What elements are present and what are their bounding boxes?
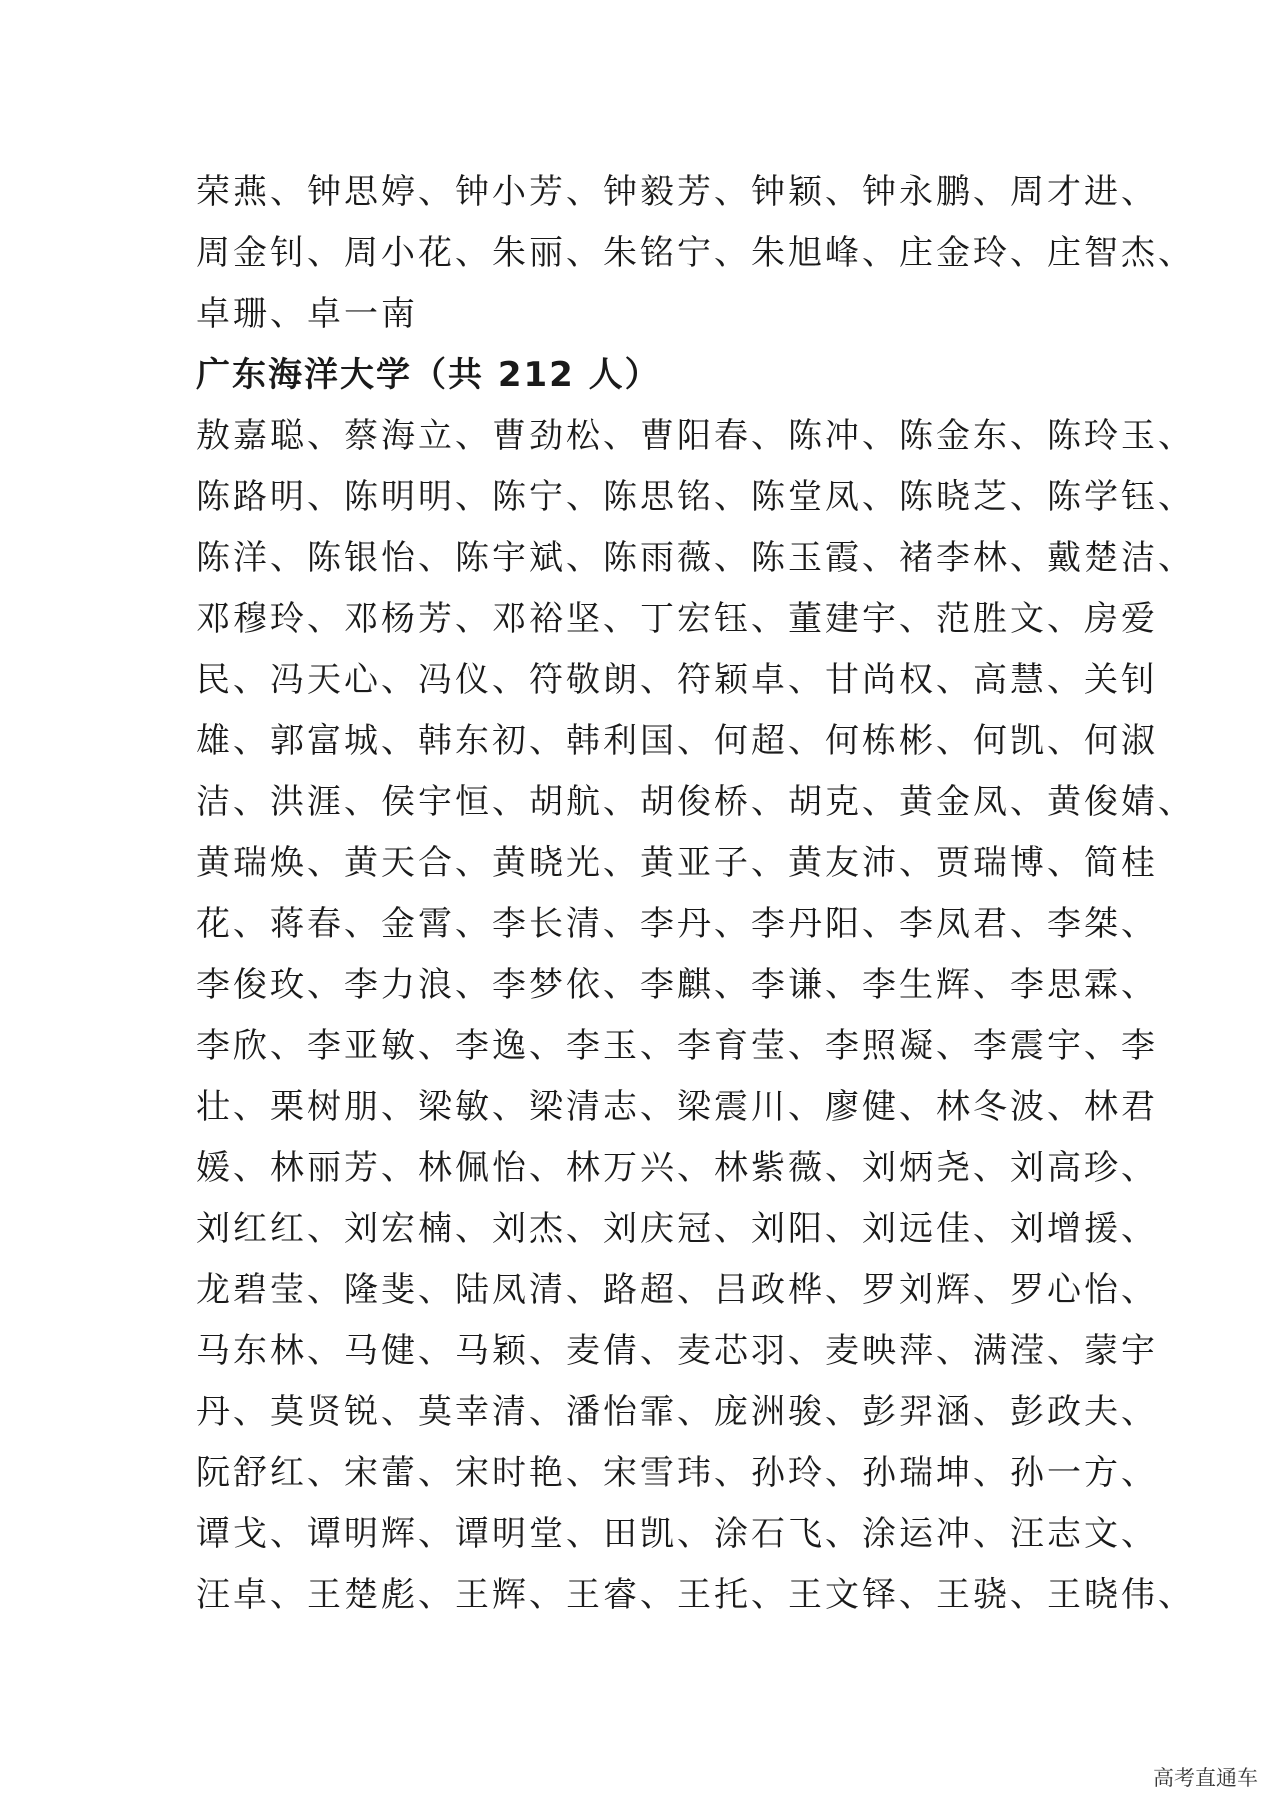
document-body	[196, 162, 1195, 1626]
text-line: 民、冯天心、冯仪、符敬朗、符颖卓、甘尚权、高慧、关钊	[196, 660, 1158, 700]
text-line: 李欣、李亚敏、李逸、李玉、李育莹、李照凝、李震宇、李	[196, 1026, 1158, 1066]
text-line: 荣燕、钟思婷、钟小芳、钟毅芳、钟颖、钟永鹏、周才进、	[196, 172, 1158, 212]
text-line: 阮舒红、宋蕾、宋时艳、宋雪玮、孙玲、孙瑞坤、孙一方、	[196, 1453, 1158, 1493]
text-line: 丹、莫贤锐、莫幸清、潘怡霏、庞洲骏、彭羿涵、彭政夫、	[196, 1392, 1158, 1432]
text-line: 卓珊、卓一南	[196, 294, 418, 334]
text-line: 陈路明、陈明明、陈宁、陈思铭、陈堂凤、陈晓芝、陈学钰、	[196, 477, 1195, 517]
text-line: 媛、林丽芳、林佩怡、林万兴、林紫薇、刘炳尧、刘高珍、	[196, 1148, 1158, 1188]
text-line: 陈洋、陈银怡、陈宇斌、陈雨薇、陈玉霞、褚李林、戴楚洁、	[196, 538, 1195, 578]
text-line: 敖嘉聪、蔡海立、曹劲松、曹阳春、陈冲、陈金东、陈玲玉、	[196, 416, 1195, 456]
text-line: 谭戈、谭明辉、谭明堂、田凯、涂石飞、涂运冲、汪志文、	[196, 1514, 1158, 1554]
section-heading: 广东海洋大学（共 212 人）	[196, 355, 661, 395]
text-line: 壮、栗树朋、梁敏、梁清志、梁震川、廖健、林冬波、林君	[196, 1087, 1158, 1127]
text-line: 汪卓、王楚彪、王辉、王睿、王托、王文铎、王骁、王晓伟、	[196, 1575, 1195, 1615]
text-line: 龙碧莹、隆斐、陆凤清、路超、吕政桦、罗刘辉、罗心怡、	[196, 1270, 1158, 1310]
text-line: 周金钊、周小花、朱丽、朱铭宁、朱旭峰、庄金玲、庄智杰、	[196, 233, 1195, 273]
text-line: 刘红红、刘宏楠、刘杰、刘庆冠、刘阳、刘远佳、刘增援、	[196, 1209, 1158, 1249]
watermark-text: 高考直通车	[1153, 1766, 1258, 1790]
text-line: 黄瑞焕、黄天合、黄晓光、黄亚子、黄友沛、贾瑞博、简桂	[196, 843, 1158, 883]
text-line: 雄、郭富城、韩东初、韩利国、何超、何栋彬、何凯、何淑	[196, 721, 1158, 761]
text-line: 李俊玫、李力浪、李梦依、李麒、李谦、李生辉、李思霖、	[196, 965, 1158, 1005]
text-line: 洁、洪涯、侯宇恒、胡航、胡俊桥、胡克、黄金凤、黄俊婧、	[196, 782, 1195, 822]
text-line: 邓穆玲、邓杨芳、邓裕坚、丁宏钰、董建宇、范胜文、房爱	[196, 599, 1158, 639]
text-line: 马东林、马健、马颖、麦倩、麦芯羽、麦映萍、满滢、蒙宇	[196, 1331, 1158, 1371]
text-line: 花、蒋春、金霄、李长清、李丹、李丹阳、李凤君、李桀、	[196, 904, 1158, 944]
